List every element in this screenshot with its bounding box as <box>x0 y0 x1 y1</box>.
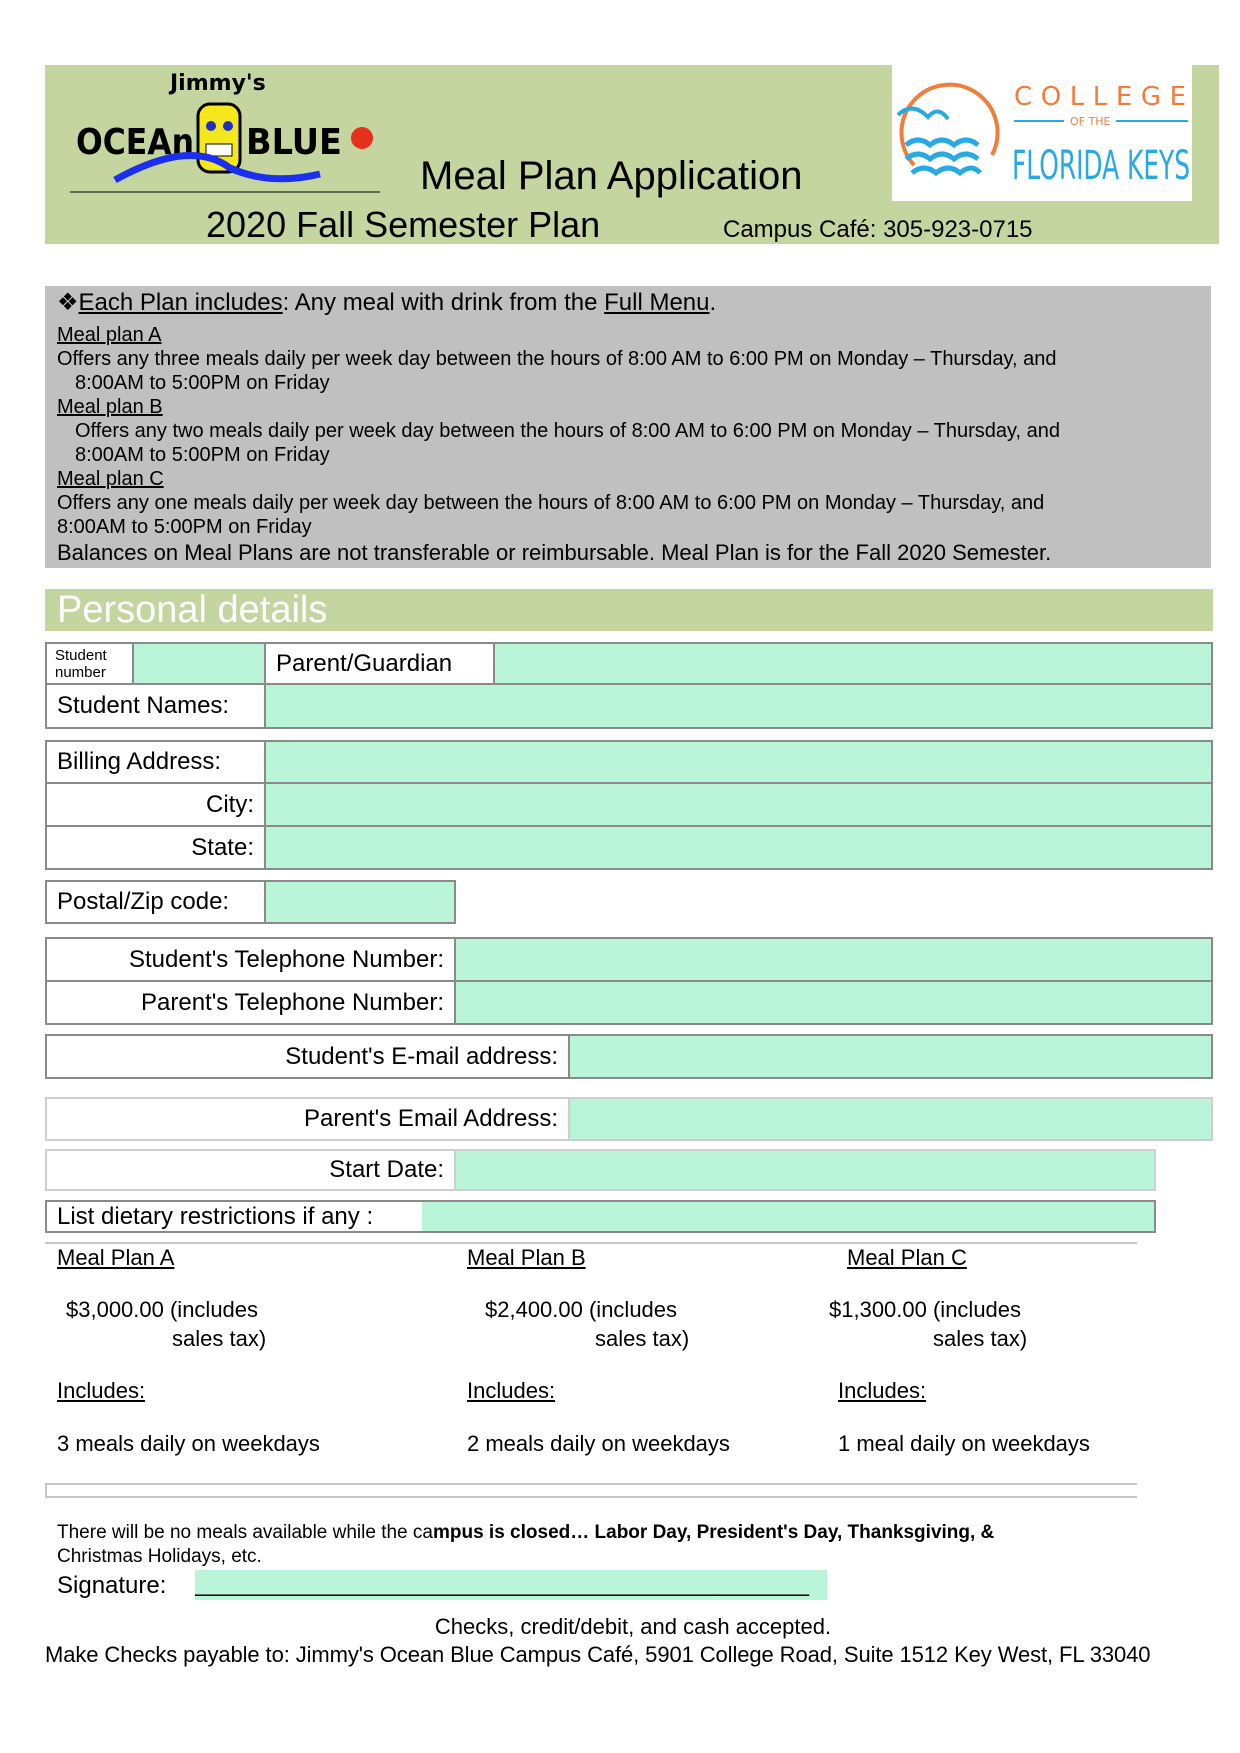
plan-a-price: $3,000.00 (includes <box>66 1297 259 1322</box>
plan-b-title: Meal plan B <box>57 396 163 418</box>
closure-notice-text: There will be no meals available while the ca <box>57 1522 433 1543</box>
divider <box>45 1496 1137 1498</box>
plan-b-tax: sales tax) <box>595 1326 690 1351</box>
plan-b-desc-2: 8:00AM to 5:00PM on Friday <box>75 444 330 466</box>
divider <box>45 1483 1137 1485</box>
student-email-label: Student's E-mail address: <box>45 1034 570 1079</box>
postal-code-label: Postal/Zip code: <box>45 880 266 924</box>
payable-address: Make Checks payable to: Jimmy's Ocean Blue Campus Café, 5901 College Road, Suite 1512 Key West, FL 33040 <box>45 1642 1151 1667</box>
student-number-input[interactable] <box>132 642 266 685</box>
start-date-input[interactable] <box>454 1149 1156 1191</box>
student-names-label: Student Names: <box>45 683 266 729</box>
plan-b-price: $2,400.00 (includes <box>485 1297 678 1322</box>
period: . <box>709 289 717 316</box>
plan-c-tax: sales tax) <box>933 1326 1028 1351</box>
plan-a-heading: Meal Plan A <box>57 1245 175 1270</box>
plan-b-meals: 2 meals daily on weekdays <box>467 1431 730 1456</box>
plan-c-price: $1,300.00 (includes <box>829 1297 1022 1322</box>
college-florida-keys-logo <box>892 65 1192 201</box>
plan-info-box <box>45 286 1211 568</box>
plan-b-includes: Includes: <box>467 1378 556 1403</box>
parent-email-label: Parent's Email Address: <box>45 1097 570 1141</box>
plan-b-desc: Offers any two meals daily per week day between the hours of 8:00 AM to 6:00 PM on Monday – Thursday, and <box>75 420 1060 442</box>
plan-c-heading: Meal Plan C <box>847 1245 967 1270</box>
student-phone-label: Student's Telephone Number: <box>45 937 456 982</box>
svg-text:COLLEGE: COLLEGE <box>1014 82 1186 112</box>
svg-text:OF THE: OF THE <box>1070 115 1111 128</box>
plan-a-tax: sales tax) <box>172 1326 267 1351</box>
personal-details-header: Personal details <box>45 589 1213 631</box>
svg-text:OCEAn: OCEAn <box>76 122 194 163</box>
plan-a-desc-2: 8:00AM to 5:00PM on Friday <box>75 372 330 394</box>
parent-email-input[interactable] <box>568 1097 1213 1141</box>
city-label: City: <box>45 782 266 827</box>
closure-notice-bold: mpus is closed… Labor Day, President's Day, Thanksgiving, & <box>432 1522 995 1543</box>
svg-text:Jimmy's: Jimmy's <box>170 71 266 96</box>
includes-text: : Any meal with drink from the <box>282 289 605 316</box>
dietary-restrictions-label: List dietary restrictions if any : <box>45 1200 422 1233</box>
start-date-label: Start Date: <box>45 1149 456 1191</box>
bullet-icon: ❖ <box>57 289 79 316</box>
plan-b-heading: Meal Plan B <box>467 1245 586 1270</box>
plan-c-includes: Includes: <box>838 1378 927 1403</box>
billing-address-label: Billing Address: <box>45 740 266 784</box>
city-input[interactable] <box>264 782 1213 827</box>
signature-label: Signature: <box>57 1572 167 1599</box>
parent-phone-input[interactable] <box>454 980 1213 1025</box>
parent-guardian-input[interactable] <box>493 642 1213 685</box>
includes-label: Each Plan includes <box>78 289 283 316</box>
plan-c-title: Meal plan C <box>57 468 164 490</box>
divider <box>45 1483 47 1498</box>
closure-notice-2: Christmas Holidays, etc. <box>57 1546 262 1567</box>
signature-input[interactable]: ______________________________________________ <box>195 1570 827 1600</box>
plan-a-meals: 3 meals daily on weekdays <box>57 1431 320 1456</box>
plan-a-title: Meal plan A <box>57 324 162 346</box>
plan-a-includes: Includes: <box>57 1378 146 1403</box>
full-menu-link[interactable]: Full Menu <box>604 289 710 316</box>
parent-guardian-label: Parent/Guardian <box>264 642 495 685</box>
cafe-phone: Campus Café: 305-923-0715 <box>723 216 1033 243</box>
jimmys-ocean-blue-logo <box>70 68 390 194</box>
page-title: Meal Plan Application <box>420 154 803 198</box>
plan-a-desc: Offers any three meals daily per week day between the hours of 8:00 AM to 6:00 PM on Monday – Thursday, and <box>57 348 1057 370</box>
state-input[interactable] <box>264 825 1213 870</box>
closure-notice <box>57 1522 994 1544</box>
plan-c-meals: 1 meal daily on weekdays <box>838 1431 1090 1456</box>
each-plan-includes <box>57 289 716 317</box>
dietary-restrictions-input[interactable] <box>420 1200 1156 1233</box>
billing-address-input[interactable] <box>264 740 1213 784</box>
plan-c-desc: Offers any one meals daily per week day between the hours of 8:00 AM to 6:00 PM on Monday – Thursday, and <box>57 492 1045 514</box>
semester-subtitle: 2020 Fall Semester Plan <box>206 204 601 245</box>
postal-code-input[interactable] <box>264 880 456 924</box>
svg-text:FLORIDA KEYS: FLORIDA KEYS <box>1012 143 1190 189</box>
student-number-label: Student number <box>45 642 134 685</box>
student-phone-input[interactable] <box>454 937 1213 982</box>
student-email-input[interactable] <box>568 1034 1213 1079</box>
payment-methods: Checks, credit/debit, and cash accepted. <box>434 1614 832 1639</box>
svg-text:BLUE: BLUE <box>246 122 342 163</box>
student-names-input[interactable] <box>264 683 1213 729</box>
divider <box>45 1242 1137 1244</box>
parent-phone-label: Parent's Telephone Number: <box>45 980 456 1025</box>
balances-note: Balances on Meal Plans are not transferable or reimbursable. Meal Plan is for the Fall 2020 Semester. <box>57 540 1052 565</box>
plan-c-desc-2: 8:00AM to 5:00PM on Friday <box>57 516 312 538</box>
state-label: State: <box>45 825 266 870</box>
